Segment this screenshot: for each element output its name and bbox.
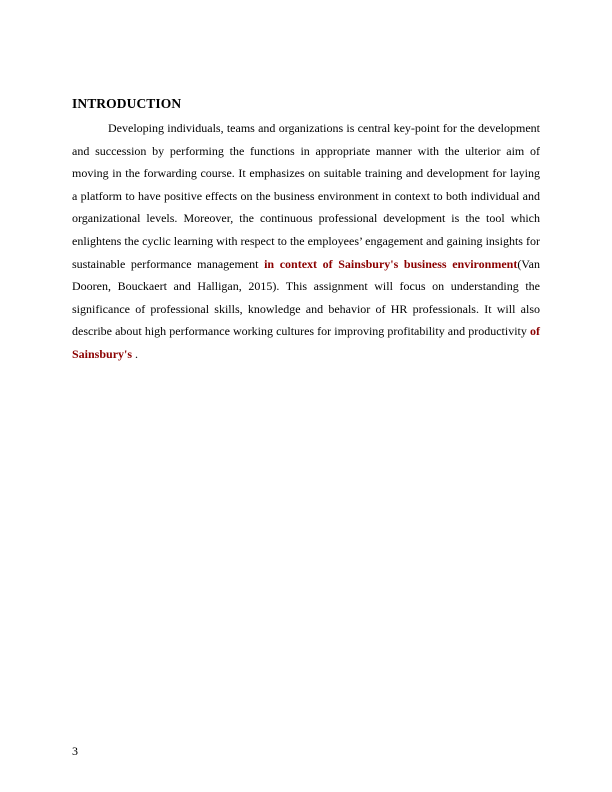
section-heading: INTRODUCTION: [72, 96, 182, 111]
introduction-paragraph: [72, 117, 540, 366]
paragraph-text-1: Developing individuals, teams and organizations is central key-point for the development and succession by performing the functions in appropriate manner with the ulterior aim of moving in the forwarding course. It emphasizes on suitable training and development for laying a platform to have positive effects on the business environment in context to both individual and organizational levels. Moreover, the continuous professional development is the tool which enlightens the cyclic learning with respect to the employees’ engagement and gaining insights for sustainable performance management: [72, 121, 540, 271]
highlight-sainsburys-context: in context of Sainsbury's business environment: [264, 256, 518, 271]
highlight-of-sainsburys: of Sainsbury's: [72, 324, 540, 361]
paragraph-text-2: (Van Dooren, Bouckaert and Halligan, 2015). This assignment will focus on understanding the significance of professional skills, knowledge and behavior of HR professionals. It will also describe about high performance working cultures for improving profitability and productivity: [72, 256, 540, 339]
page-number: 3: [72, 744, 78, 758]
paragraph-text-3: .: [132, 346, 139, 361]
